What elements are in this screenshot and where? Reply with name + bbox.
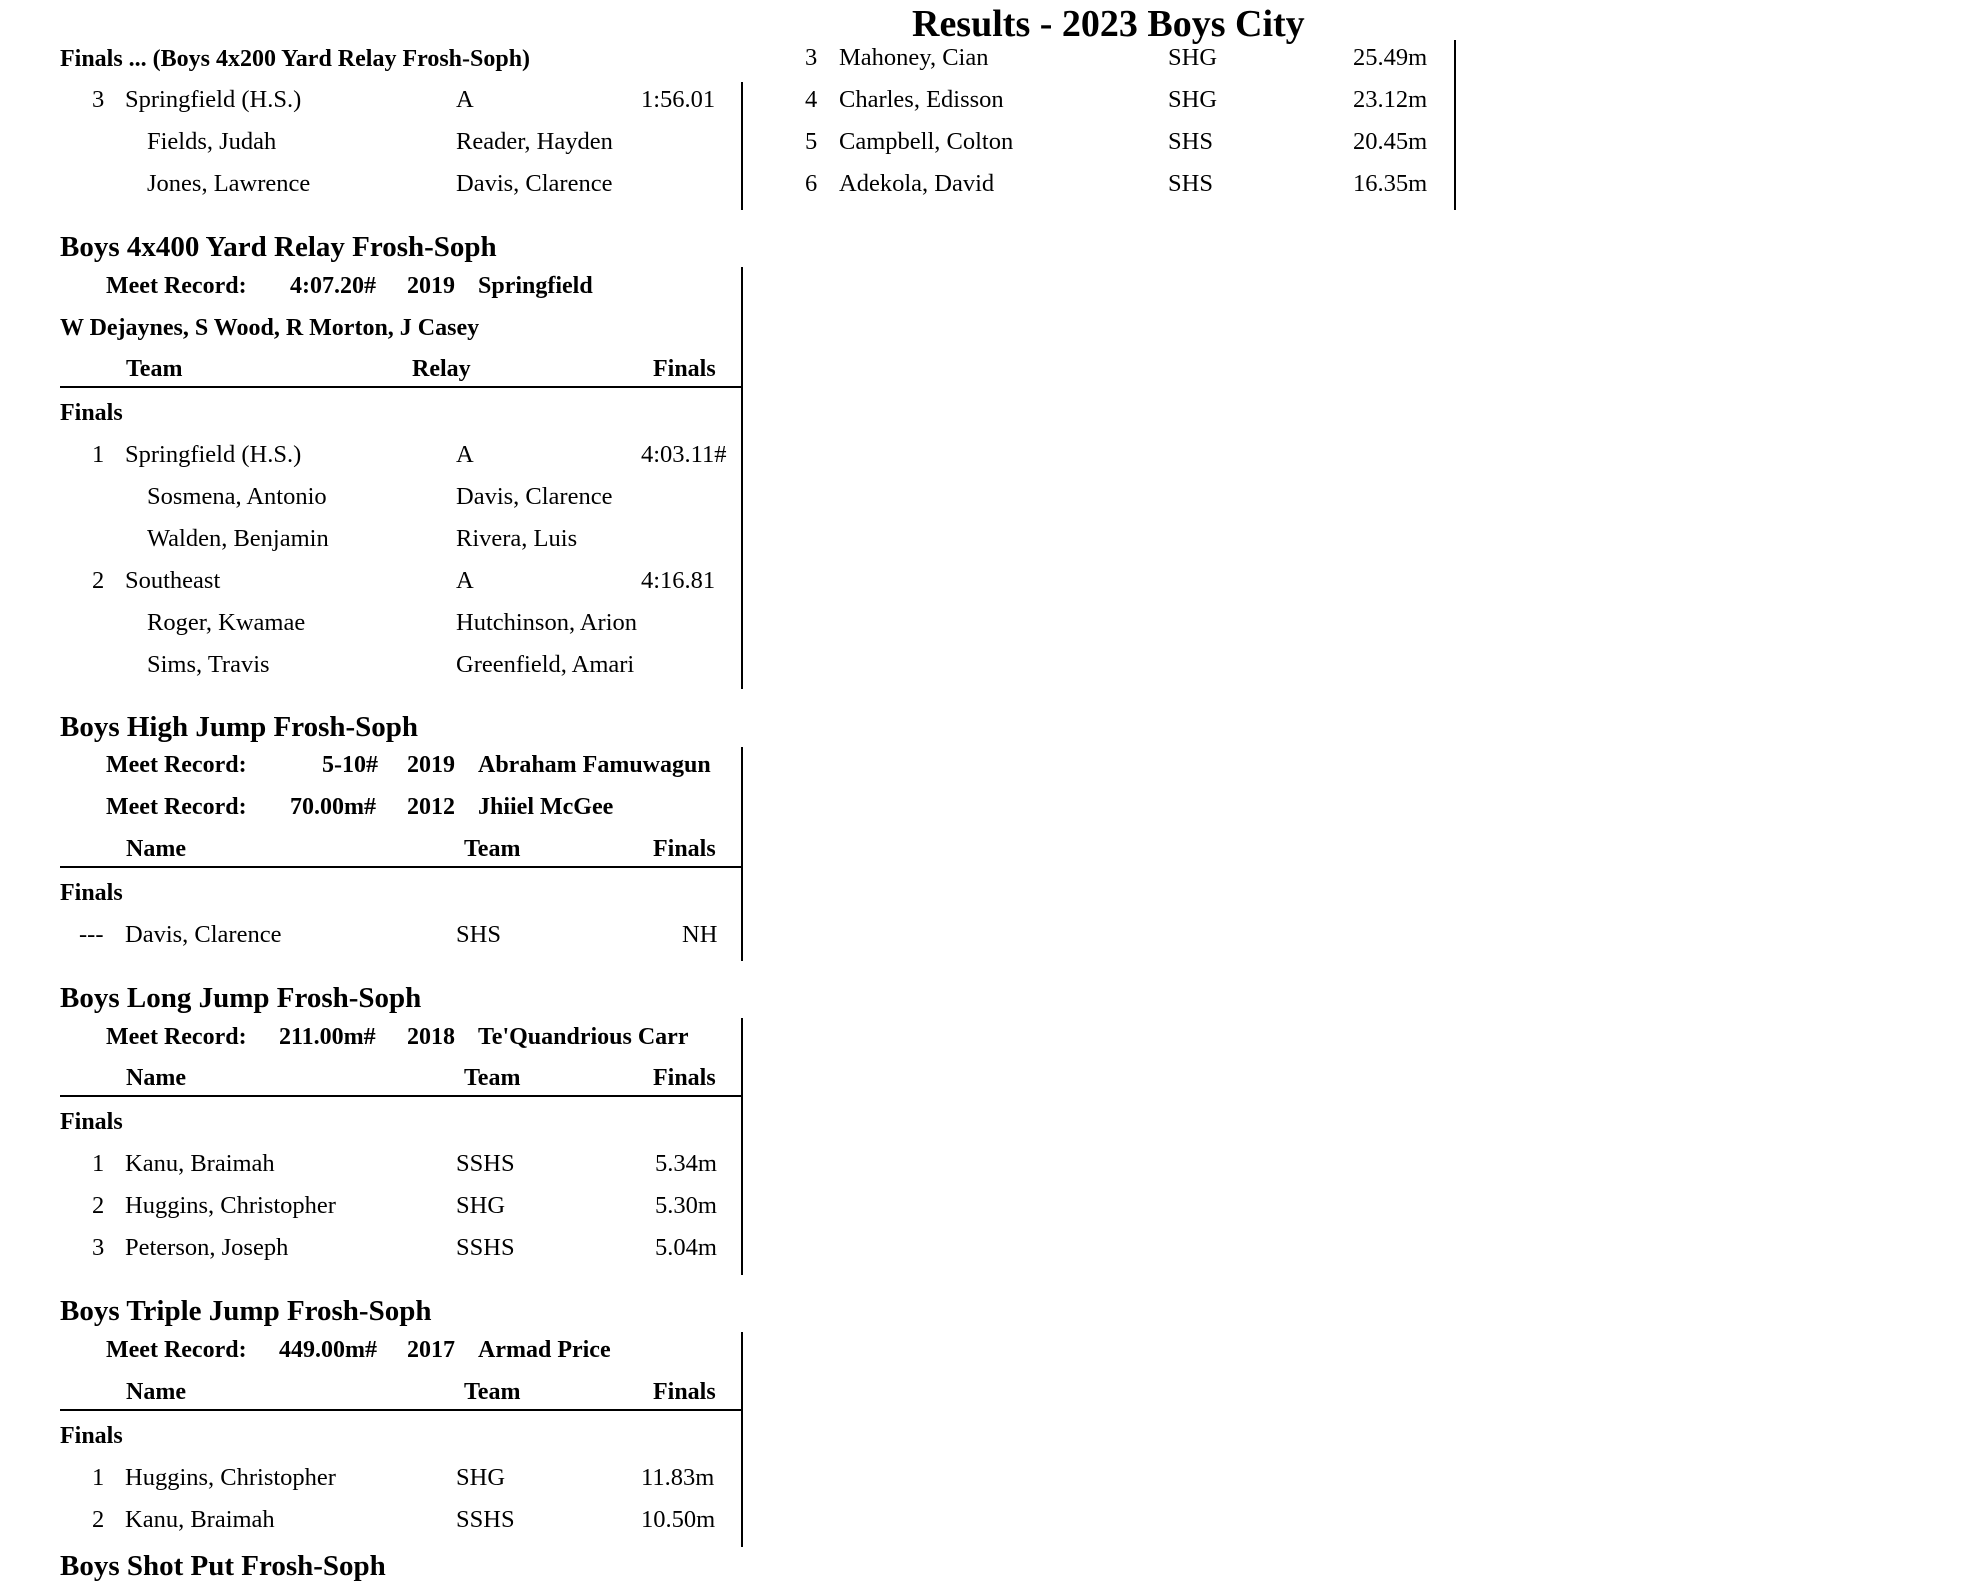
team-code: SHS [1168,128,1213,155]
runner-name: Hutchinson, Arion [456,609,638,636]
runner-name: Sosmena, Antonio [147,483,327,510]
runner-name: Sims, Travis [147,651,270,678]
team-code: SHG [456,1464,506,1491]
column-header-team: Team [126,356,183,382]
round-label: Finals [60,880,123,906]
team-code: SHG [1168,86,1218,113]
column-border [1454,40,1456,210]
team-code: SSHS [456,1506,515,1533]
meet-record-holder: Armad Price [478,1337,611,1363]
runner-name: Fields, Judah [147,128,277,155]
relay-4x200-heading: Finals ... (Boys 4x200 Yard Relay Frosh-Soph) [60,46,531,72]
section-title-4x400: Boys 4x400 Yard Relay Frosh-Soph [60,231,497,263]
place: 2 [92,1506,105,1533]
team-name: Springfield (H.S.) [125,441,302,468]
place: 2 [92,567,105,594]
place: 1 [92,441,105,468]
team-code: SHG [456,1192,506,1219]
place: 5 [805,128,818,155]
column-header-team: Team [464,1065,521,1091]
mark: 25.49m [1353,44,1428,71]
athlete-name: Charles, Edisson [839,86,1004,113]
round-label: Finals [60,1423,123,1449]
athlete-name: Mahoney, Cian [839,44,989,71]
relay-mark: 4:03.11# [641,441,727,468]
section-title-long-jump: Boys Long Jump Frosh-Soph [60,982,422,1014]
column-header-relay: Relay [412,356,471,382]
meet-record-year: 2017 [407,1337,455,1363]
meet-record-year: 2018 [407,1024,455,1050]
athlete-name: Huggins, Christopher [125,1192,336,1219]
meet-record-mark: 449.00m# [279,1337,377,1363]
team-name: Southeast [125,567,221,594]
mark: 5.30m [655,1192,717,1219]
team-code: SSHS [456,1234,515,1261]
athlete-name: Huggins, Christopher [125,1464,336,1491]
column-border [741,747,743,961]
header-underline [60,1409,742,1411]
team-code: SHG [1168,44,1218,71]
meet-record-holder: Jhiiel McGee [478,794,614,820]
round-label: Finals [60,400,123,426]
athlete-name: Adekola, David [839,170,995,197]
runner-name: Greenfield, Amari [456,651,635,678]
mark: 5.34m [655,1150,717,1177]
place: 2 [92,1192,105,1219]
relay-mark: 1:56.01 [641,86,716,113]
runner-name: Jones, Lawrence [147,170,311,197]
place: 4 [805,86,818,113]
runner-name: Reader, Hayden [456,128,613,155]
place: 3 [92,86,105,113]
column-header-team: Team [464,1379,521,1405]
relay-letter: A [456,441,474,468]
relay-letter: A [456,86,474,113]
meet-record-label: Meet Record: [106,1024,247,1050]
column-header-team: Team [464,836,521,862]
meet-record-mark: 211.00m# [279,1024,376,1050]
column-header-finals: Finals [653,836,716,862]
round-label: Finals [60,1109,123,1135]
column-border [741,1018,743,1275]
mark: 20.45m [1353,128,1428,155]
athlete-name: Davis, Clarence [125,921,282,948]
place: 3 [92,1234,105,1261]
mark: 11.83m [641,1464,715,1491]
mark: 23.12m [1353,86,1428,113]
header-underline [60,1095,742,1097]
section-title-high-jump: Boys High Jump Frosh-Soph [60,711,419,743]
team-code: SHS [1168,170,1213,197]
athlete-name: Kanu, Braimah [125,1506,275,1533]
runner-name: Davis, Clarence [456,170,613,197]
meet-record-label: Meet Record: [106,273,247,299]
meet-record-runners: W Dejaynes, S Wood, R Morton, J Casey [60,315,480,341]
meet-record-holder: Springfield [478,273,593,299]
runner-name: Roger, Kwamae [147,609,306,636]
meet-record-label: Meet Record: [106,794,247,820]
place: 1 [92,1464,105,1491]
column-header-name: Name [126,1065,186,1091]
place: 1 [92,1150,105,1177]
team-name: Springfield (H.S.) [125,86,302,113]
meet-record-label: Meet Record: [106,1337,247,1363]
column-header-finals: Finals [653,1379,716,1405]
meet-record-mark: 5-10# [322,752,378,778]
column-header-name: Name [126,836,186,862]
meet-record-year: 2019 [407,273,455,299]
athlete-name: Peterson, Joseph [125,1234,289,1261]
meet-record-label: Meet Record: [106,752,247,778]
place: --- [79,921,104,948]
column-header-name: Name [126,1379,186,1405]
column-border [741,82,743,210]
header-underline [60,866,742,868]
section-title-triple-jump: Boys Triple Jump Frosh-Soph [60,1295,432,1327]
page-title: Results - 2023 Boys City [912,3,1305,45]
runner-name: Rivera, Luis [456,525,578,552]
runner-name: Davis, Clarence [456,483,613,510]
column-header-finals: Finals [653,1065,716,1091]
relay-letter: A [456,567,474,594]
meet-record-year: 2019 [407,752,455,778]
mark: 10.50m [641,1506,716,1533]
mark: 16.35m [1353,170,1428,197]
place: 6 [805,170,818,197]
section-title-shot-put: Boys Shot Put Frosh-Soph [60,1550,386,1582]
runner-name: Walden, Benjamin [147,525,329,552]
mark: NH [682,921,718,948]
team-code: SHS [456,921,501,948]
header-underline [60,386,742,388]
column-border [741,267,743,689]
meet-record-mark: 70.00m# [290,794,376,820]
meet-record-year: 2012 [407,794,455,820]
team-code: SSHS [456,1150,515,1177]
column-border [741,1332,743,1547]
athlete-name: Kanu, Braimah [125,1150,275,1177]
meet-record-holder: Te'Quandrious Carr [478,1024,689,1050]
column-header-finals: Finals [653,356,716,382]
meet-record-holder: Abraham Famuwagun [478,752,711,778]
athlete-name: Campbell, Colton [839,128,1014,155]
place: 3 [805,44,818,71]
mark: 5.04m [655,1234,717,1261]
relay-mark: 4:16.81 [641,567,716,594]
meet-record-mark: 4:07.20# [290,273,376,299]
